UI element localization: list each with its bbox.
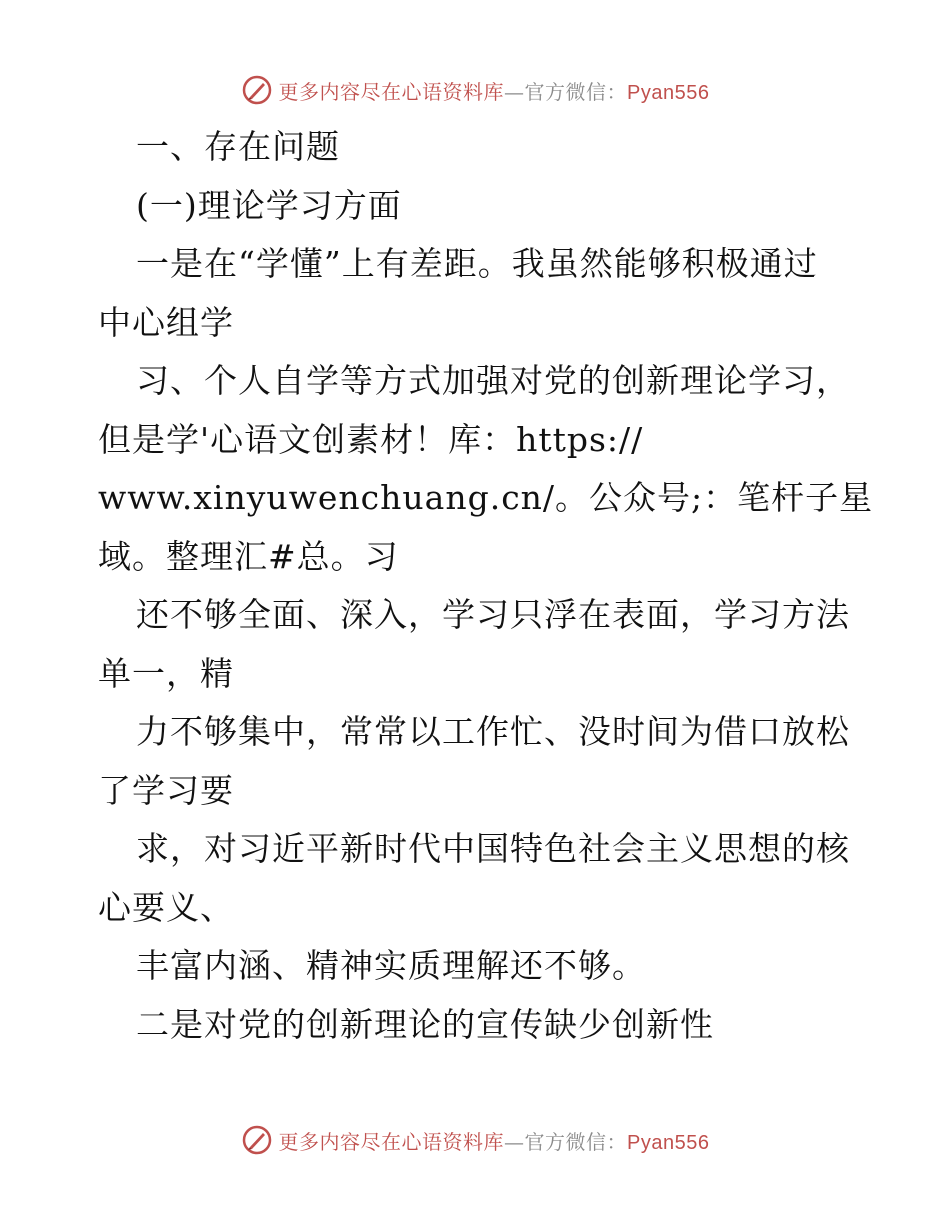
- paragraph-line: 二是对党的创新理论的宣传缺少创新性: [136, 1004, 714, 1044]
- paragraph-line: 域。整理汇#总。习: [98, 536, 399, 576]
- header-banner-text: [279, 76, 710, 105]
- banner-dash: —: [504, 1129, 525, 1154]
- paragraph-line: 心要义、: [98, 887, 234, 927]
- section-heading: 一、存在问题: [136, 127, 340, 166]
- quill-pen-logo-icon: [241, 1124, 273, 1156]
- header-banner: [0, 70, 950, 110]
- banner-dash: —: [504, 79, 525, 104]
- promo-text: 更多内容尽在心语资料库: [278, 1129, 505, 1154]
- paragraph-line: 丰富内涵、精神实质理解还不够。: [136, 946, 646, 985]
- document-body: [98, 118, 874, 1054]
- paragraph-line: 单一，精: [98, 653, 234, 693]
- paragraph-line: 习、个人自学等方式加强对党的创新理论学习，: [136, 361, 850, 400]
- promo-text: 更多内容尽在心语资料库: [278, 79, 505, 104]
- footer-banner: [0, 1120, 950, 1160]
- wechat-id: Pyan556: [627, 81, 710, 104]
- subsection-heading: (一)理论学习方面: [136, 185, 402, 225]
- paragraph-line: 一是在“学懂”上有差距。我虽然能够积极通过: [136, 244, 818, 283]
- paragraph-line: 求，对习近平新时代中国特色社会主义思想的核: [136, 829, 850, 868]
- paragraph-line: 力不够集中，常常以工作忙、没时间为借口放松: [136, 712, 850, 751]
- paragraph-line: 中心组学: [98, 302, 234, 342]
- paragraph-line: 但是学'心语文创素材！库：https://: [98, 419, 644, 459]
- wechat-label: 官方微信：: [524, 79, 628, 104]
- paragraph-line: 了学习要: [98, 770, 234, 810]
- footer-banner-text: [279, 1126, 710, 1155]
- paragraph-line: 还不够全面、深入，学习只浮在表面，学习方法: [136, 595, 850, 634]
- wechat-label: 官方微信：: [524, 1129, 628, 1154]
- quill-pen-logo-icon: [241, 74, 273, 106]
- wechat-id: Pyan556: [627, 1131, 710, 1154]
- paragraph-line: www.xinyuwenchuang.cn/。公众号;：笔杆子星: [98, 478, 874, 517]
